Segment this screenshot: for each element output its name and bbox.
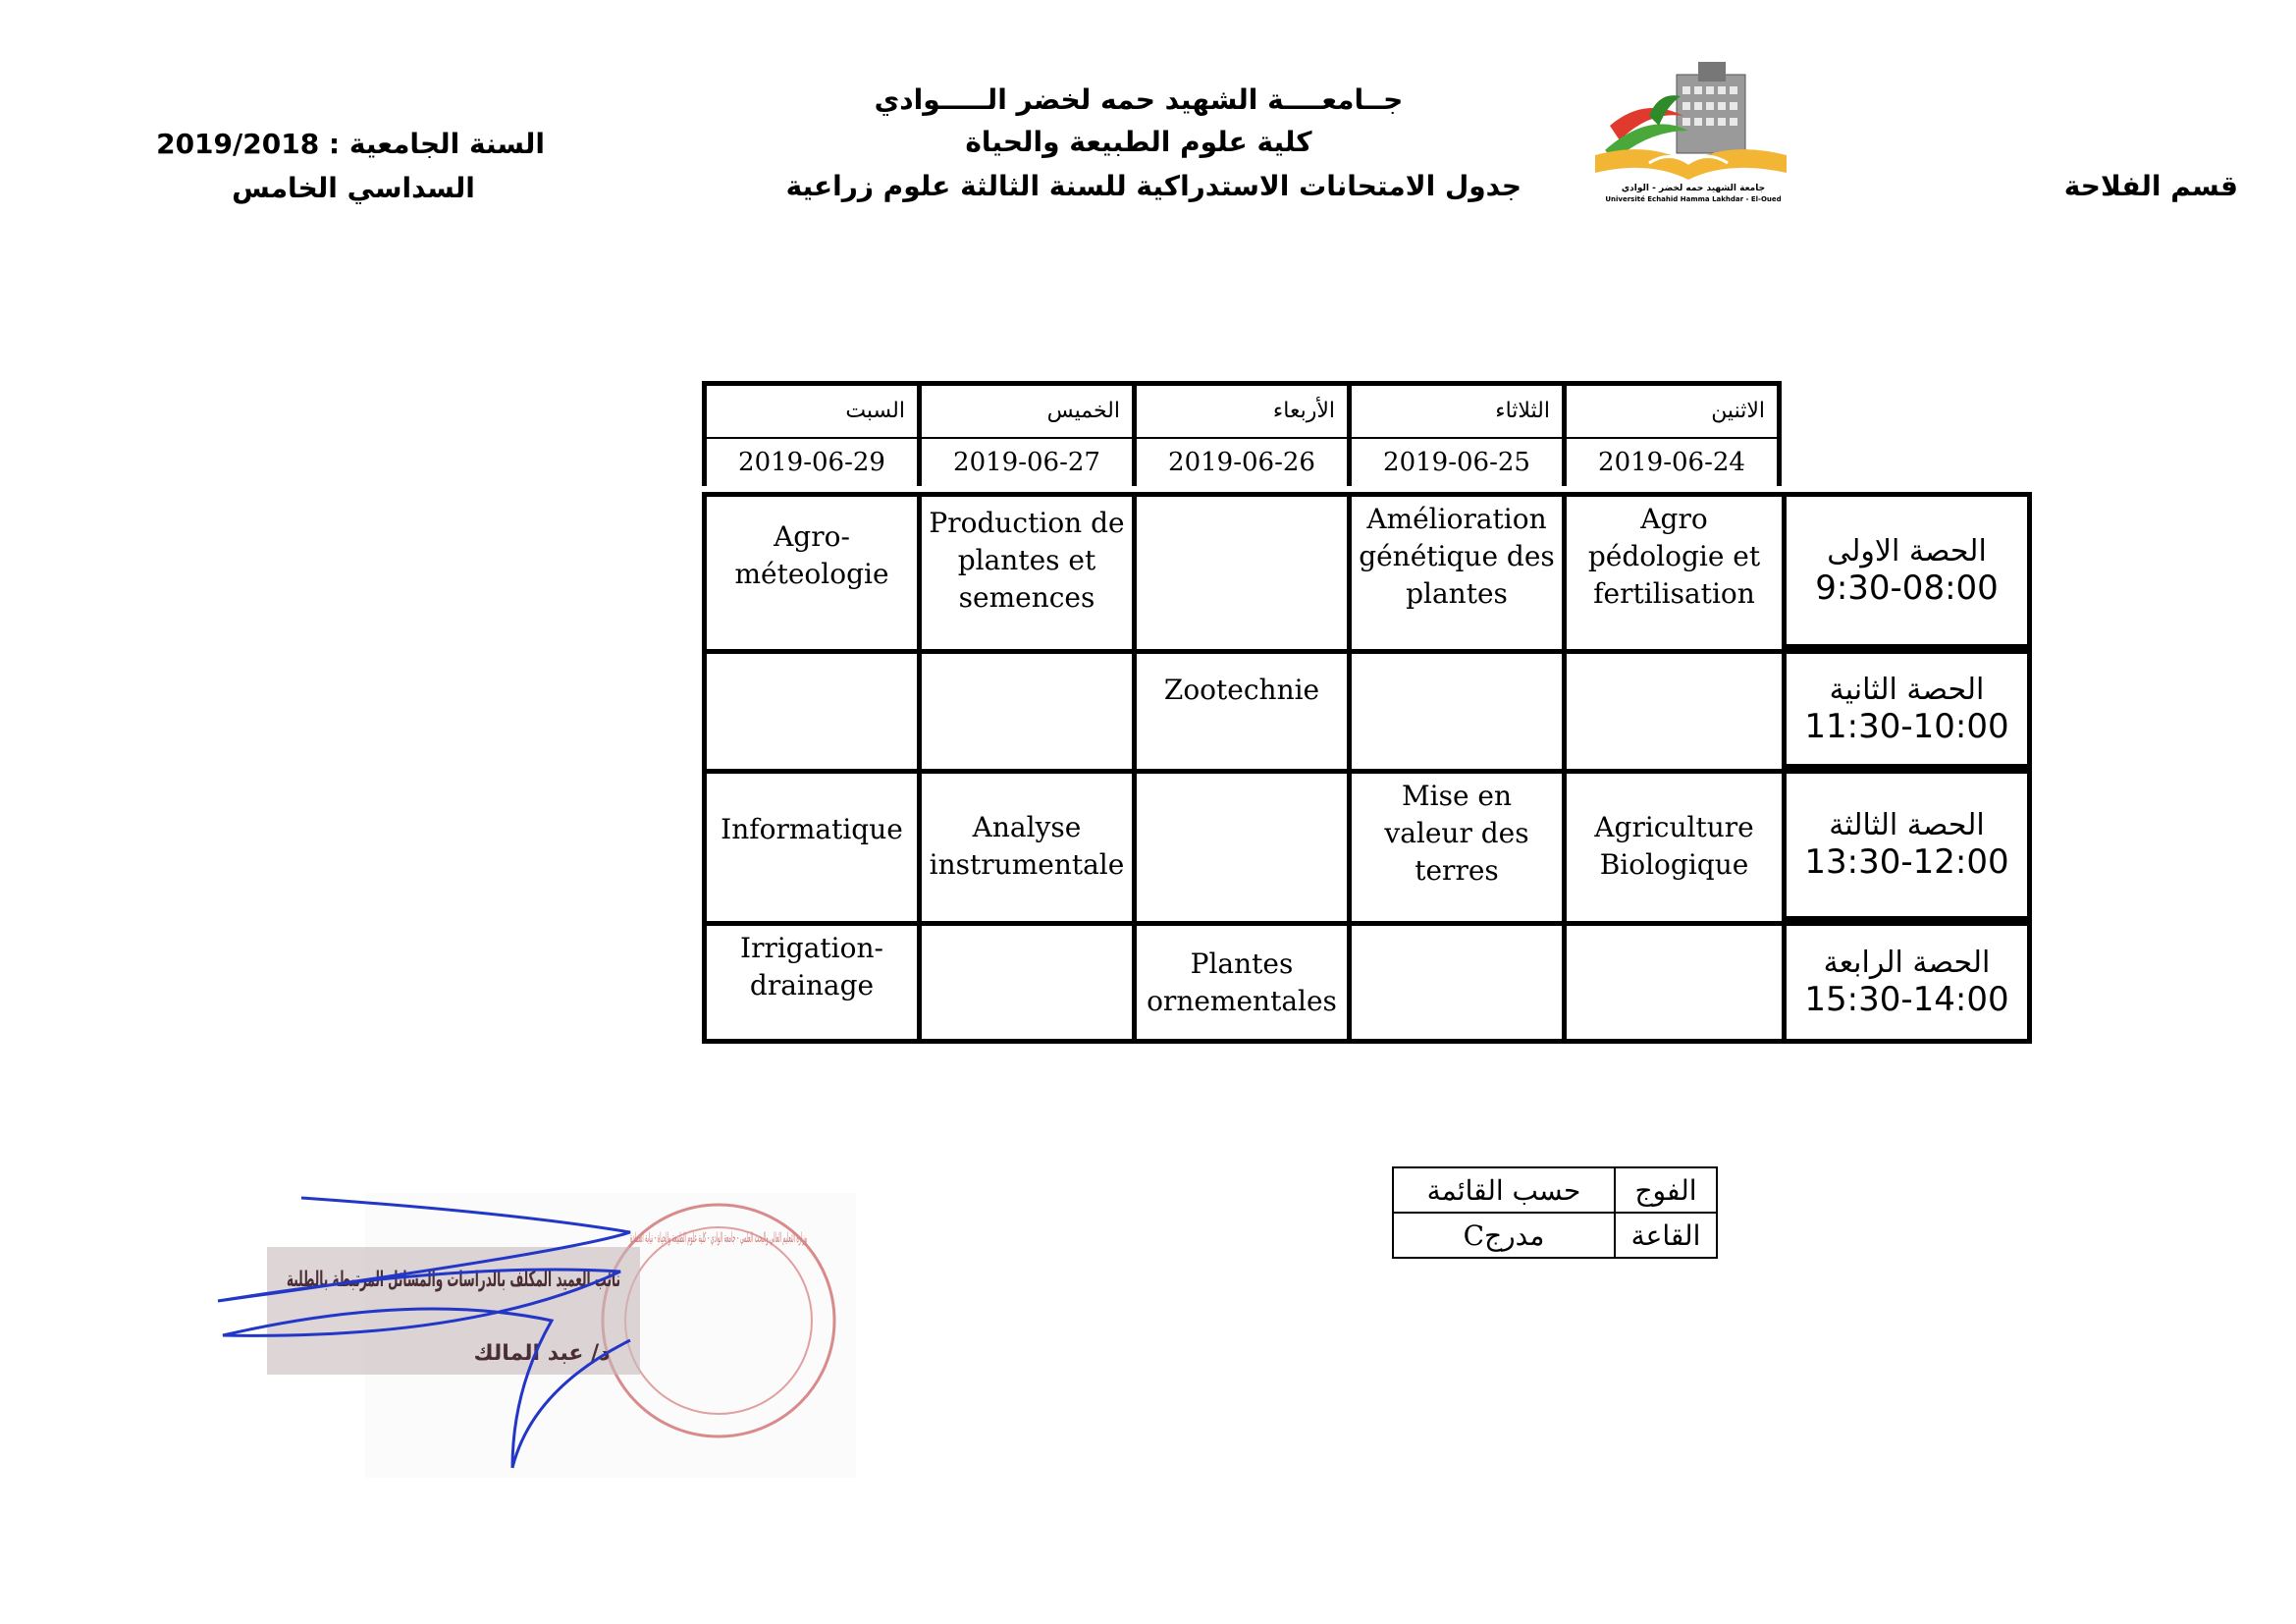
exam-cell: [917, 492, 1132, 649]
period-label: [1782, 649, 2032, 769]
exam-cell: [1132, 769, 1347, 921]
day-date: 2019-06-26: [1168, 448, 1315, 477]
period-name: الحصة الثانية: [1829, 672, 1985, 707]
exam-cell: [1562, 769, 1782, 921]
svg-text:نائب العميد المكلف بالدراسات و: نائب العميد المكلف بالدراسات والمسائل المرتبطة بالطلبة: [287, 1268, 620, 1292]
exam-subject: [1352, 654, 1562, 662]
day-header-tue: [1347, 381, 1562, 486]
exam-subject: Irrigation- drainage: [740, 932, 883, 1001]
group-room-table: [1392, 1166, 1718, 1259]
day-date: 2019-06-25: [1383, 448, 1530, 477]
exam-subject: Amélioration génétique des plantes: [1359, 503, 1555, 610]
period-time: 15:30-14:00: [1804, 980, 2009, 1019]
period-row-3: [702, 769, 2032, 921]
period-label: [1782, 492, 2032, 649]
svg-text:Université Echahid Hamma Lakhd: Université Echahid Hamma Lakhdar - El-Oued: [1605, 195, 1782, 203]
exam-subject: [922, 654, 1132, 662]
stamp-graphic: [218, 1193, 856, 1478]
period-name: الحصة الرابعة: [1823, 946, 1991, 980]
exam-cell: [702, 769, 917, 921]
exam-subject: Zootechnie: [1163, 674, 1320, 706]
logo-graphic: [1590, 57, 1796, 204]
svg-text:وزارة التعليم العالي والبحث ال: وزارة التعليم العالي والبحث العلمي - جامعة الوادي - كلية علوم الطبيعة والحياة - نيابة العمادة: [630, 1230, 807, 1246]
department-name: قسم الفلاحة: [2063, 170, 2238, 202]
day-header-sat: [702, 381, 917, 486]
group-label: الفوج: [1615, 1167, 1717, 1213]
day-name: الثلاثاء: [1352, 386, 1562, 439]
exam-cell: [917, 769, 1132, 921]
period-row-4: [702, 921, 2032, 1044]
day-header-thu: [917, 381, 1132, 486]
period-name: الحصة الاولى: [1827, 533, 1987, 568]
exam-subject: Agro- méteologie: [734, 520, 889, 590]
exam-cell: [1347, 649, 1562, 769]
period-row-1: [702, 492, 2032, 649]
exam-cell: [917, 649, 1132, 769]
exam-subject: Production de plantes et semences: [929, 507, 1125, 614]
exam-subject: Plantes ornementales: [1147, 947, 1337, 1017]
exam-cell: [1132, 649, 1347, 769]
semester: السداسي الخامس: [232, 172, 475, 204]
exam-subject: [1137, 497, 1347, 505]
university-logo: [1590, 57, 1796, 204]
group-row: [1393, 1167, 1717, 1213]
period-time: 13:30-12:00: [1804, 842, 2009, 882]
day-header-mon: [1562, 381, 1782, 486]
exam-cell: [1347, 492, 1562, 649]
exam-subject: Agro pédologie et fertilisation: [1587, 503, 1761, 610]
svg-text:جامعة الشهيد حمه لخضر - الوادي: جامعة الشهيد حمه لخضر - الوادي: [1621, 184, 1766, 193]
official-stamp-signature: [218, 1193, 856, 1478]
exam-cell: [1562, 492, 1782, 649]
exam-subject: [707, 654, 917, 662]
exam-schedule-table: [702, 381, 2032, 1044]
exam-subject: Analyse instrumentale: [929, 811, 1125, 881]
room-label: القاعة: [1615, 1213, 1717, 1258]
exam-subject: [1567, 654, 1782, 662]
exam-cell: [1347, 769, 1562, 921]
exam-cell: [917, 921, 1132, 1044]
exam-subject: [1567, 926, 1782, 934]
university-name: جــامعــــة الشهيد حمه لخضر الـــــوادي: [874, 83, 1404, 116]
day-name: الاثنين: [1567, 386, 1777, 439]
exam-cell: [702, 649, 917, 769]
faculty-name: كلية علوم الطبيعة والحياة: [965, 126, 1312, 158]
exam-cell: [702, 921, 917, 1044]
exam-subject: Agriculture Biologique: [1594, 811, 1754, 881]
day-header-row: [702, 381, 2032, 486]
exam-cell: [1562, 649, 1782, 769]
day-header-wed: [1132, 381, 1347, 486]
day-name: السبت: [707, 386, 917, 439]
exam-cell: [1132, 921, 1347, 1044]
day-date: 2019-06-24: [1598, 448, 1745, 477]
exam-cell: [1347, 921, 1562, 1044]
day-name: الخميس: [922, 386, 1132, 439]
room-row: [1393, 1213, 1717, 1258]
room-value: مدرجC: [1393, 1213, 1615, 1258]
period-label: [1782, 921, 2032, 1044]
period-name: الحصة الثالثة: [1829, 808, 1985, 842]
day-date: 2019-06-27: [953, 448, 1100, 477]
exam-subject: [1137, 774, 1347, 782]
period-time: 9:30-08:00: [1815, 568, 1999, 608]
academic-year: السنة الجامعية : 2019/2018: [156, 128, 545, 160]
exam-subject: [922, 926, 1132, 934]
exam-subject: [1352, 926, 1562, 934]
exam-subject: Informatique: [721, 813, 903, 845]
exam-title: جدول الامتحانات الاستدراكية للسنة الثالثة علوم زراعية: [785, 170, 1522, 202]
svg-text:د/ عبد المالك: د/ عبد المالك: [473, 1341, 611, 1366]
period-row-2: [702, 649, 2032, 769]
period-label: [1782, 769, 2032, 921]
exam-cell: [1132, 492, 1347, 649]
exam-cell: [1562, 921, 1782, 1044]
exam-subject: Mise en valeur des terres: [1384, 780, 1529, 887]
group-value: حسب القائمة: [1393, 1167, 1615, 1213]
day-date: 2019-06-29: [738, 448, 885, 477]
day-name: الأربعاء: [1137, 386, 1347, 439]
exam-cell: [702, 492, 917, 649]
period-time: 11:30-10:00: [1804, 706, 2009, 746]
